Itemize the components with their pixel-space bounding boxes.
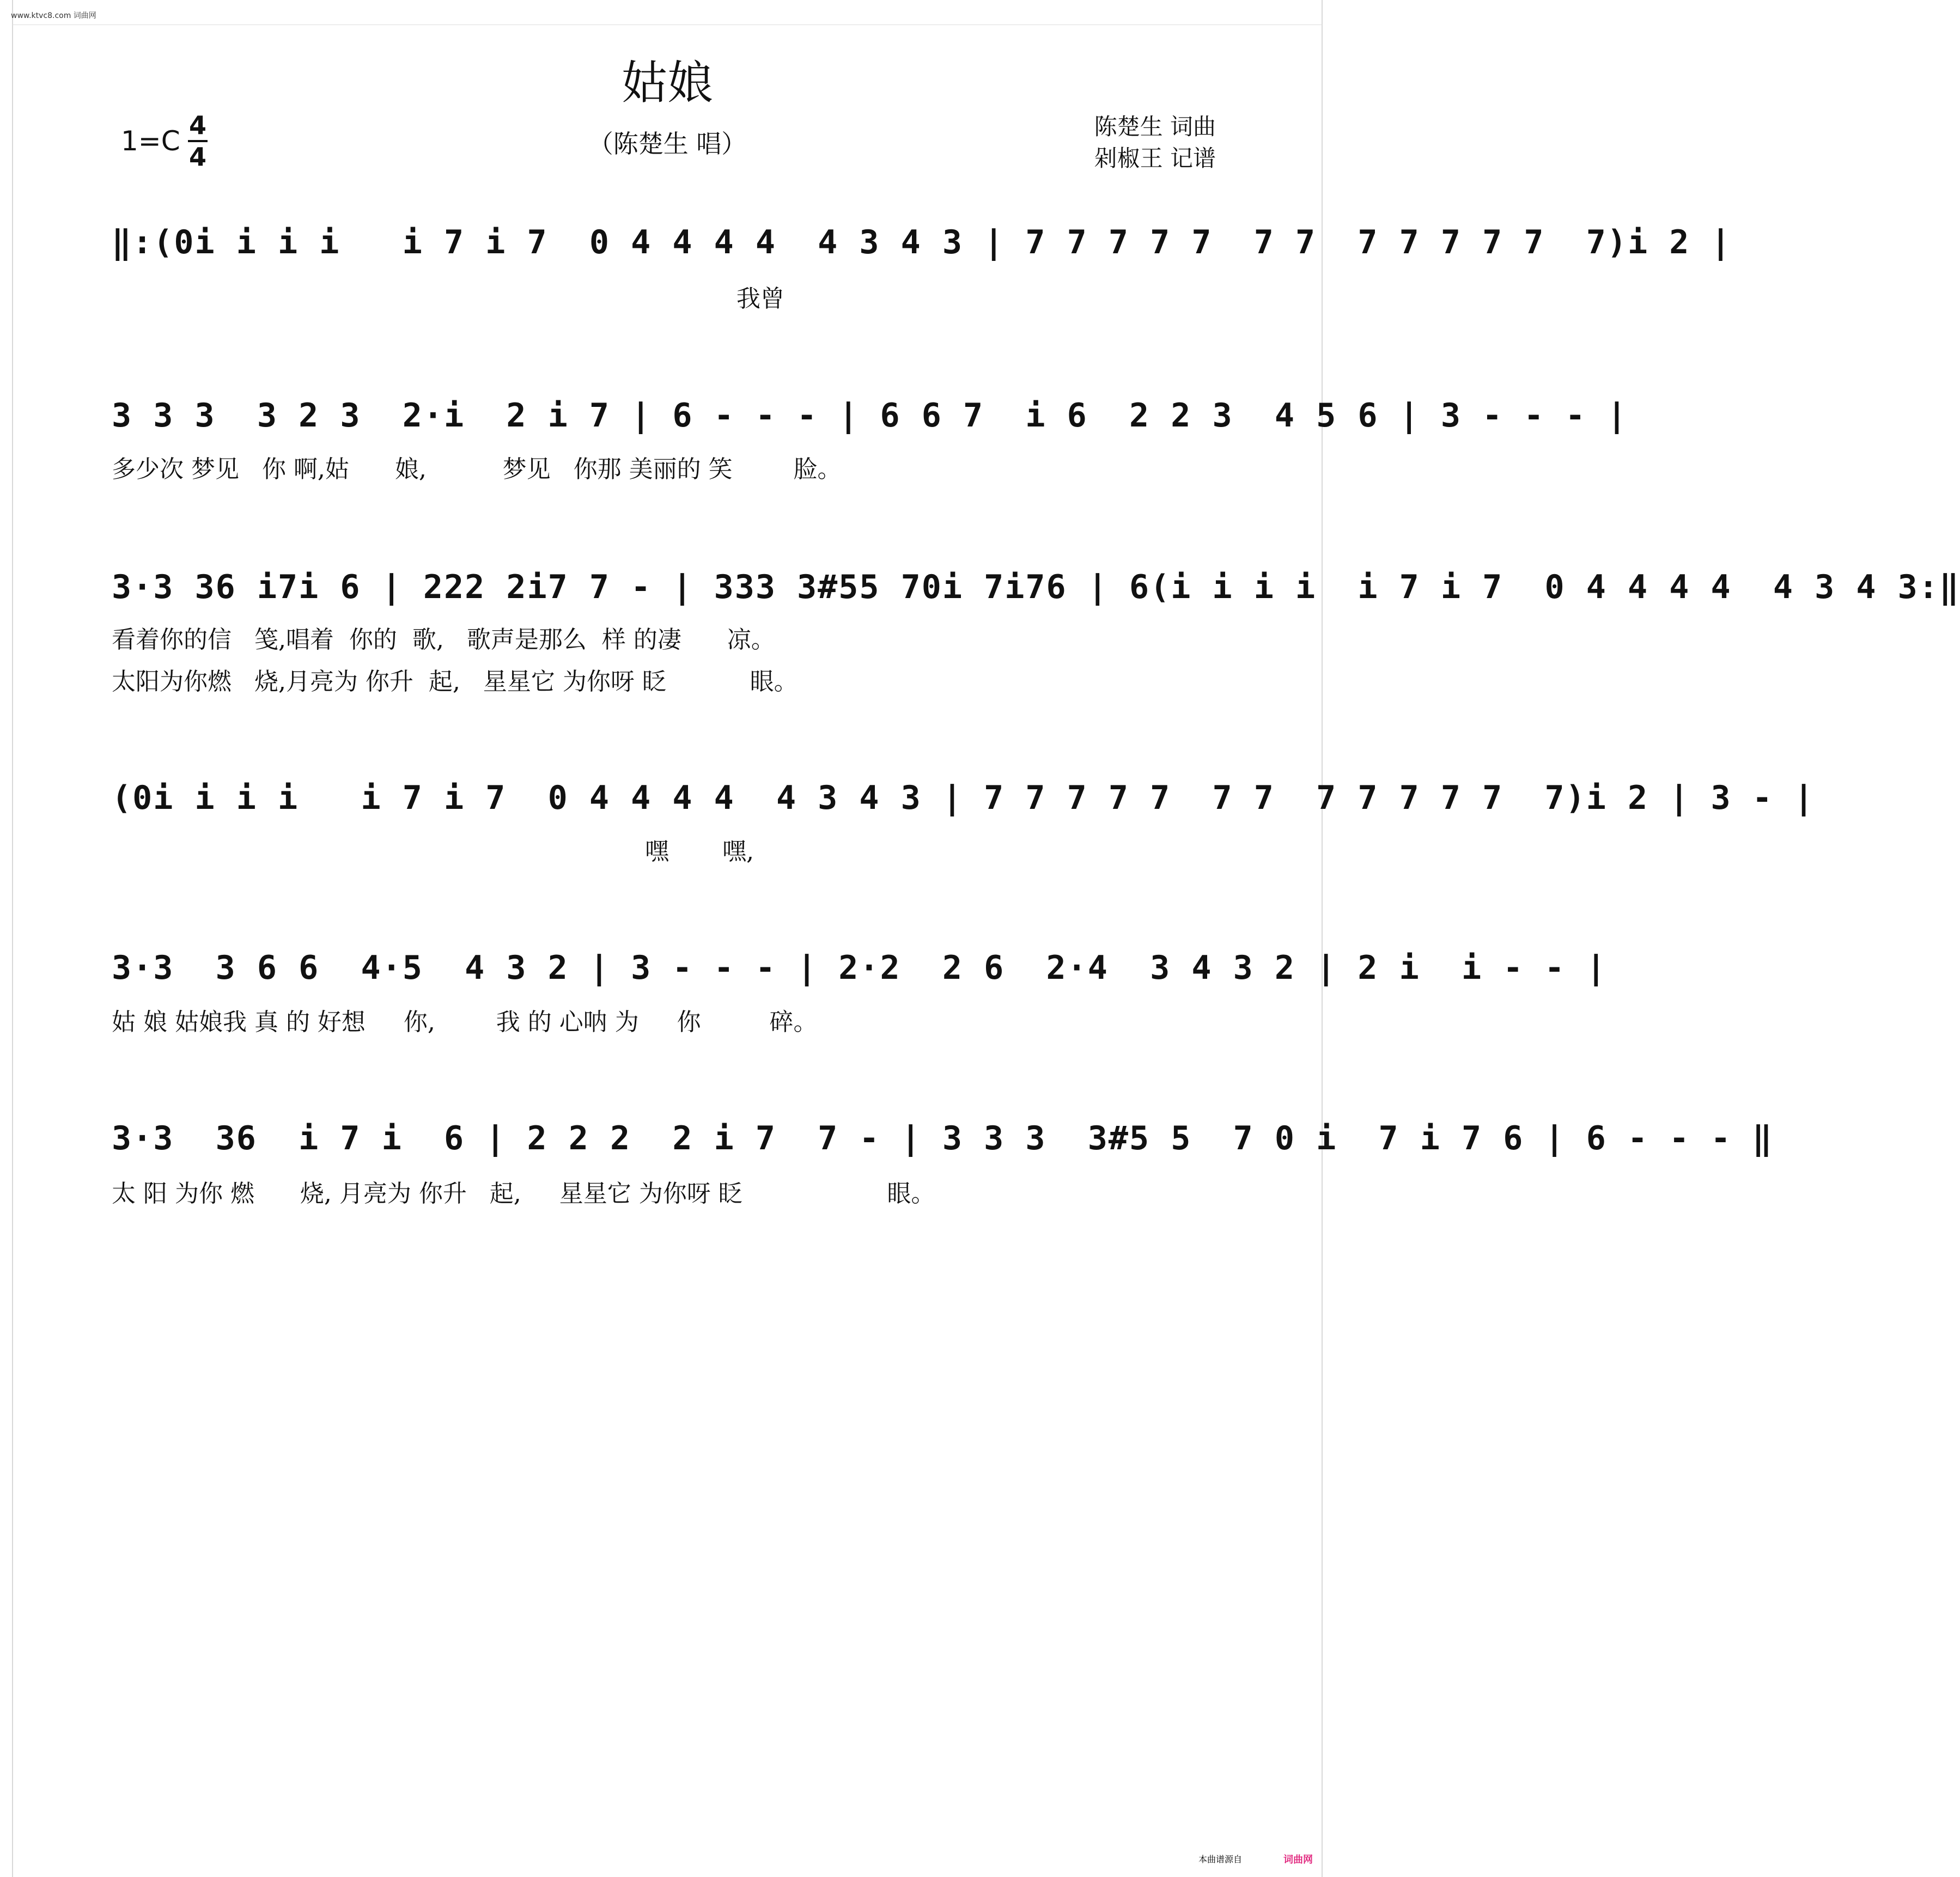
score-row-4-lyrics: 嘿 嘿,	[112, 838, 754, 866]
right-margin-strip	[1322, 0, 1335, 1877]
score-row-1-notes: ‖:(0i i i i i 7 i 7 0 4 4 4 4 4 3 4 3 | 7 7 7 7 7 7 7 7 7 7 7 7 7)i 2 |	[112, 223, 1732, 261]
score-row-3-notes: 3·3 36 i7i 6 | 222 2i7 7 - | 333 3#55 70i 7i76 | 6(i i i i i 7 i 7 0 4 4 4 4 4 3 4 3:‖	[112, 568, 1960, 606]
footer-site-logo[interactable]: 词曲网	[1283, 1854, 1313, 1866]
meter-top: 4	[188, 111, 206, 140]
score-row-3-lyrics-verse-2: 太阳为你燃 烧,月亮为 你升 起, 星星它 为你呀 眨 眼。	[112, 668, 798, 696]
song-title: 姑娘	[621, 56, 713, 109]
credit-words-music: 陈楚生 词曲	[1094, 113, 1216, 140]
score-row-3-lyrics-verse-1: 看着你的信 笺,唱着 你的 歌, 歌声是那么 样 的凄 凉。	[112, 626, 775, 654]
score-row-5-notes: 3·3 3 6 6 4·5 4 3 2 | 3 - - - | 2·2 2 6 2·4 3 4 3 2 | 2 i i - - |	[112, 949, 1607, 987]
footer-source-label: 本曲谱源自	[1198, 1854, 1242, 1864]
score-row-6-lyrics: 太 阳 为你 燃 烧, 月亮为 你升 起, 星星它 为你呀 眨 眼。	[112, 1180, 935, 1208]
site-url[interactable]: www.ktvc8.com 词曲网	[11, 11, 96, 20]
credit-notation: 剁椒王 记谱	[1094, 145, 1216, 172]
left-margin-strip	[0, 0, 13, 1877]
score-row-5-lyrics: 姑 娘 姑娘我 真 的 好想 你, 我 的 心呐 为 你 碎。	[112, 1008, 818, 1036]
score-row-2-notes: 3 3 3 3 2 3 2·i 2 i 7 | 6 - - - | 6 6 7 i 6 2 2 3 4 5 6 | 3 - - - |	[112, 397, 1628, 435]
singer-credit: （陈楚生 唱）	[588, 129, 747, 159]
meter-bottom: 4	[188, 142, 206, 172]
key-signature: 1=C	[121, 125, 180, 157]
score-row-2-lyrics: 多少次 梦见 你 啊,姑 娘, 梦见 你那 美丽的 笑 脸。	[112, 455, 842, 483]
score-row-6-notes: 3·3 36 i 7 i 6 | 2 2 2 2 i 7 7 - | 3 3 3 3#5 5 7 0 i 7 i 7 6 | 6 - - - ‖	[112, 1119, 1773, 1157]
score-row-1-lyrics: 我曾	[112, 285, 784, 313]
score-row-4-notes: (0i i i i i 7 i 7 0 4 4 4 4 4 3 4 3 | 7 7 7 7 7 7 7 7 7 7 7 7 7)i 2 | 3 - |	[112, 779, 1815, 817]
